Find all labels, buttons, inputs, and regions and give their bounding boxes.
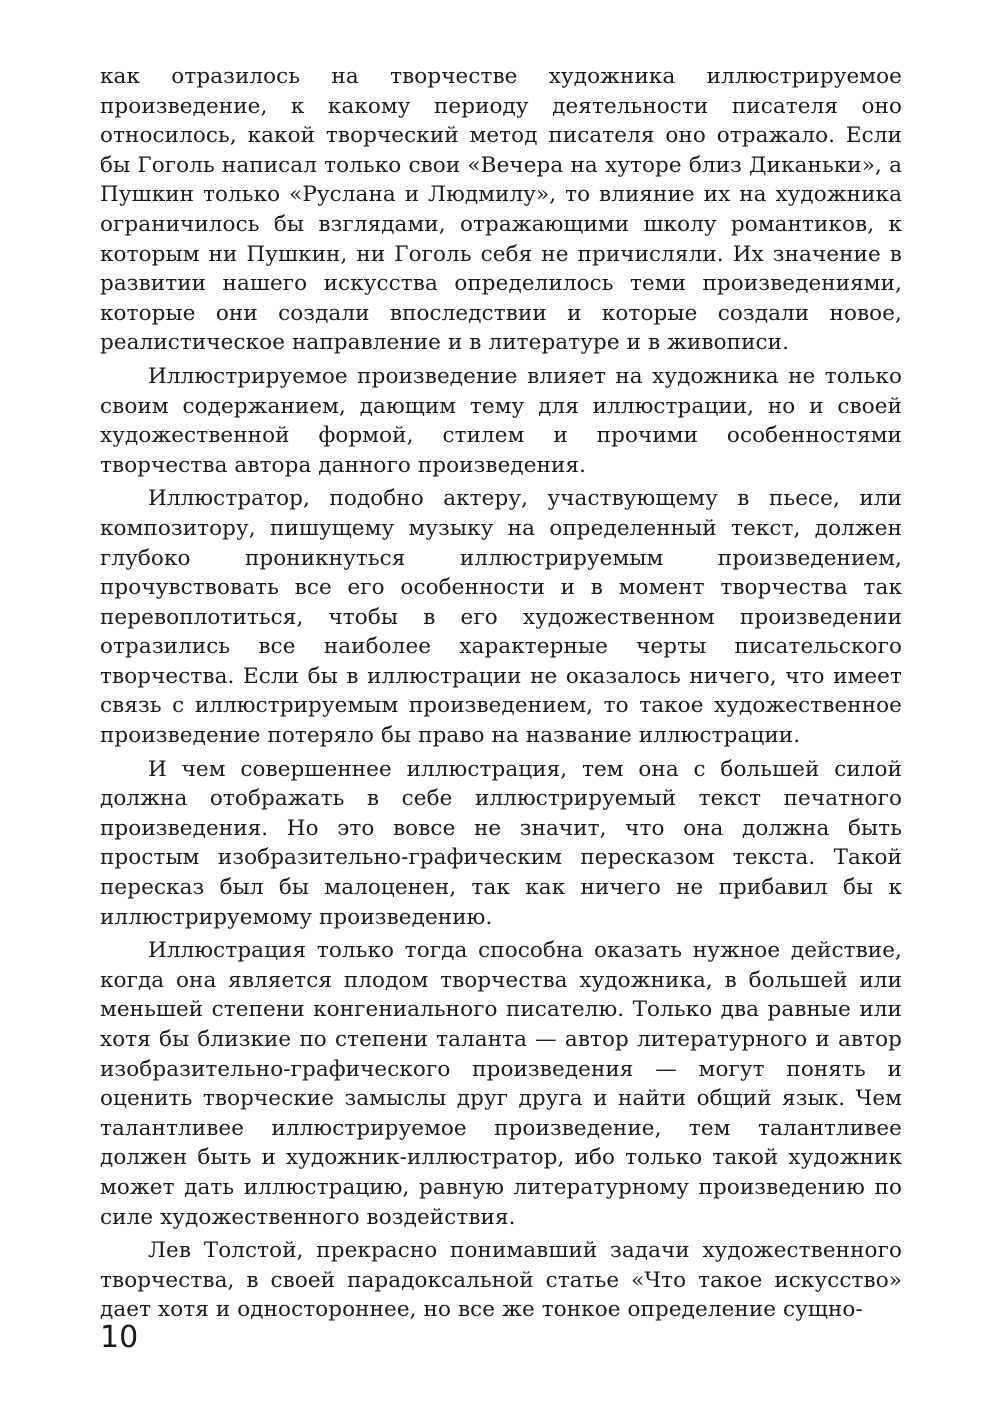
paragraph-tolstoy: Лев Толстой, прекрасно понимавший задачи художественного творчества, в своей парадоксальной статье «Что такое искусство» дает хотя и одностороннее, но все же тонкое определение сущно- [100,1238,902,1323]
paragraph-text-influence: Иллюстрируемое произведение влияет на художника не только своим содержанием, дающим тему для иллюстрации, но и своей художественной формой, стилем и прочими особенностями творчества автора данного произведения. [100,363,902,478]
page-body [100,62,902,1329]
paragraph-perfect-illustration: И чем совершеннее иллюстрация, тем она с большей силой должна отображать в себе иллюстрируемый текст печатного произведения. Но это вовсе не значит, что она должна быть простым изобразительно-графическим пересказом текста. Такой пересказ был бы малоценен, так как ничего не прибавил бы к иллюстрируемому произведению. [100,756,902,930]
paragraph-continued: как отразилось на творчестве художника иллюстрируемое произведение, к какому периоду деятельности писателя оно относилось, какой творческий метод писателя оно отражало. Если бы Гоголь написал только свои «Вечера на хуторе близ Диканьки», а Пушкин только «Руслана и Людмилу», то влияние их на художника ограничилось бы взглядами, отражающими школу романтиков, к которым ни Пушкин, ни Гоголь себя не причисляли. Их значение в развитии нашего искусства определилось теми произведениями, которые они создали впоследствии и которые создали новое, реалистическое направление и в литературе и в живописи. [100,64,902,356]
paragraph-congenial-artist: Иллюстрация только тогда способна оказать нужное действие, когда она является плодом творчества художника, в большей или меньшей степени конгениального писателю. Только два равные или хотя бы близкие по степени таланта — автор литературного и автор изобразительно-графического произведения — могут понять и оценить творческие замыслы друг друга и найти общий язык. Чем талантливее иллюстрируемое произведение, тем талантливее должен быть и художник-иллюстратор, ибо только такой художник может дать иллюстрацию, равную литературному произведению по силе художественного воздействия. [100,938,902,1230]
paragraph-illustrator-role: Иллюстратор, подобно актеру, участвующему в пьесе, или композитору, пишущему музыку на определенный текст, должен глубоко проникнуться иллюстрируемым произведением, прочувствовать все его особенности и в момент творчества так перевоплотиться, чтобы в его художественном произведении отразились все наиболее характерные черты писательского творчества. Если бы в иллюстрации не оказалось ничего, что имеет связь с иллюстрируемым произведением, то такое художественное произведение потеряло бы право на название иллюстрации. [100,486,902,749]
page-number: 10 [100,1320,139,1355]
